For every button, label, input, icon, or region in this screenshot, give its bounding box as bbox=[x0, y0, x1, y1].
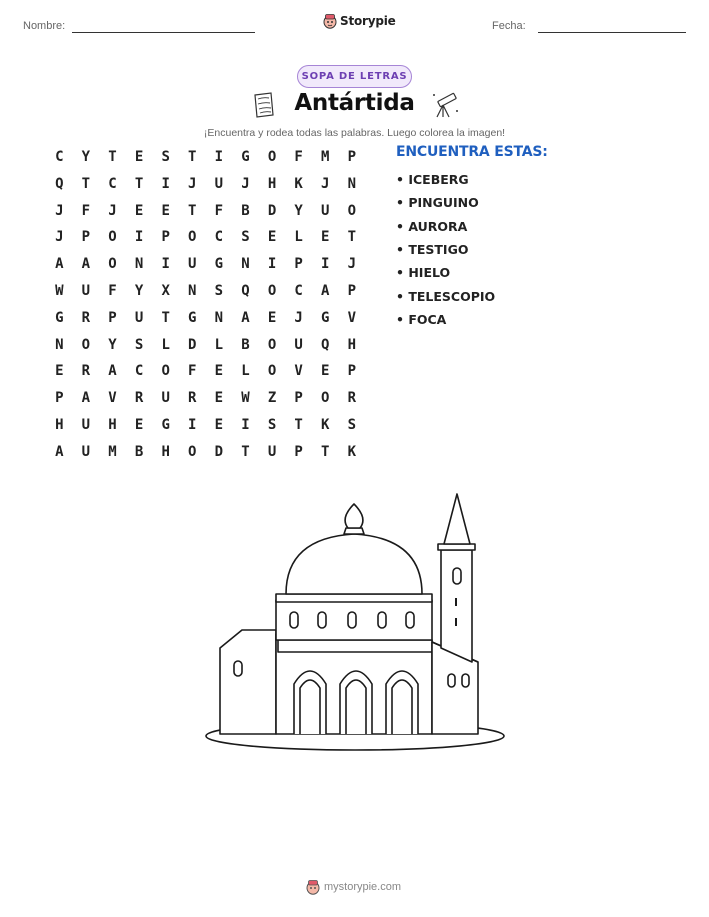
grid-cell[interactable]: I bbox=[241, 417, 250, 433]
grid-row bbox=[46, 149, 365, 169]
grid-cell[interactable]: Q bbox=[321, 336, 330, 353]
grid-cell[interactable]: R bbox=[134, 390, 144, 407]
grid-cell[interactable]: T bbox=[134, 175, 144, 192]
grid-cell[interactable]: P bbox=[108, 309, 117, 326]
grid-cell[interactable]: G bbox=[241, 149, 250, 165]
grid-cell[interactable]: O bbox=[188, 443, 197, 460]
page-title: Antártida bbox=[294, 90, 415, 116]
grid-cell[interactable]: A bbox=[55, 256, 64, 273]
grid-cell[interactable]: U bbox=[161, 390, 170, 407]
grid-cell[interactable]: O bbox=[108, 256, 117, 273]
telescope-icon bbox=[430, 91, 460, 119]
grid-cell[interactable]: R bbox=[347, 390, 357, 407]
grid-cell[interactable]: B bbox=[241, 202, 250, 219]
grid-row bbox=[46, 176, 365, 196]
grid-cell[interactable]: U bbox=[81, 443, 91, 460]
grid-cell[interactable]: T bbox=[347, 229, 357, 246]
grid-cell[interactable]: B bbox=[241, 336, 250, 353]
grid-cell[interactable]: N bbox=[134, 256, 144, 273]
grid-cell[interactable]: O bbox=[347, 202, 357, 219]
grid-cell[interactable]: T bbox=[108, 149, 117, 165]
grid-cell[interactable]: Y bbox=[294, 202, 303, 219]
grid-cell[interactable]: C bbox=[108, 175, 117, 192]
grid-cell[interactable]: I bbox=[214, 149, 224, 165]
grid-cell[interactable]: V bbox=[108, 390, 117, 407]
grid-cell[interactable]: M bbox=[108, 443, 117, 460]
grid-cell[interactable]: H bbox=[161, 443, 170, 460]
grid-cell[interactable]: P bbox=[294, 443, 303, 460]
grid-cell[interactable]: P bbox=[55, 390, 64, 407]
grid-row bbox=[46, 363, 365, 383]
grid-cell[interactable]: E bbox=[321, 363, 330, 380]
grid-cell[interactable]: T bbox=[81, 175, 91, 192]
grid-cell[interactable]: E bbox=[214, 363, 224, 380]
grid-cell[interactable]: G bbox=[214, 256, 224, 273]
name-line[interactable] bbox=[72, 32, 255, 33]
grid-cell[interactable]: J bbox=[241, 175, 250, 192]
mosque-coloring-illustration[interactable] bbox=[200, 488, 510, 760]
grid-cell[interactable]: G bbox=[55, 309, 64, 326]
grid-cell[interactable]: A bbox=[81, 256, 91, 273]
grid-cell[interactable]: Y bbox=[134, 283, 144, 299]
date-label: Fecha: bbox=[492, 20, 526, 32]
word-list-item: • AURORA bbox=[396, 218, 468, 234]
grid-cell[interactable]: Z bbox=[267, 390, 277, 407]
grid-cell[interactable]: I bbox=[267, 256, 277, 273]
grid-cell[interactable]: J bbox=[188, 175, 197, 192]
grid-cell[interactable]: P bbox=[81, 229, 91, 246]
grid-cell[interactable]: A bbox=[81, 390, 91, 407]
mosque-icon bbox=[206, 494, 504, 750]
grid-cell[interactable]: I bbox=[188, 417, 197, 433]
word-list-item: • HIELO bbox=[396, 265, 451, 281]
grid-cell[interactable]: R bbox=[188, 390, 197, 407]
word-list-item: • PINGUINO bbox=[396, 195, 479, 211]
grid-cell[interactable]: H bbox=[55, 417, 64, 433]
grid-cell[interactable]: F bbox=[108, 283, 117, 299]
grid-cell[interactable]: A bbox=[321, 283, 330, 299]
grid-cell[interactable]: A bbox=[241, 309, 250, 326]
grid-cell[interactable]: T bbox=[294, 417, 303, 433]
word-list-item: • ICEBERG bbox=[396, 172, 469, 187]
grid-cell[interactable]: I bbox=[134, 229, 144, 246]
grid-cell[interactable]: P bbox=[347, 149, 357, 165]
grid-cell[interactable]: E bbox=[134, 417, 144, 433]
grid-cell[interactable]: T bbox=[188, 149, 197, 165]
grid-cell[interactable]: C bbox=[134, 363, 144, 380]
grid-cell[interactable]: U bbox=[294, 336, 303, 353]
grid-cell[interactable]: U bbox=[321, 202, 330, 219]
grid-cell[interactable]: O bbox=[188, 229, 197, 246]
grid-cell[interactable]: J bbox=[321, 175, 330, 192]
grid-cell[interactable]: W bbox=[241, 390, 250, 407]
grid-row bbox=[46, 203, 365, 223]
grid-cell[interactable]: I bbox=[321, 256, 330, 273]
grid-cell[interactable]: O bbox=[161, 363, 170, 380]
grid-cell[interactable]: E bbox=[161, 202, 170, 219]
grid-cell[interactable]: G bbox=[161, 417, 170, 433]
grid-cell[interactable]: N bbox=[347, 175, 357, 192]
grid-cell[interactable]: R bbox=[81, 363, 91, 380]
grid-cell[interactable]: T bbox=[321, 443, 330, 460]
activity-badge: SOPA DE LETRAS bbox=[297, 65, 412, 88]
grid-cell[interactable]: P bbox=[347, 363, 357, 380]
grid-cell[interactable]: F bbox=[294, 149, 303, 165]
grid-cell[interactable]: J bbox=[55, 229, 64, 246]
grid-cell[interactable]: D bbox=[188, 336, 197, 353]
storypie-mascot-icon bbox=[306, 879, 320, 895]
grid-row bbox=[46, 390, 365, 410]
grid-cell[interactable]: V bbox=[347, 309, 357, 326]
grid-cell[interactable]: H bbox=[347, 336, 357, 353]
grid-cell[interactable]: K bbox=[321, 417, 330, 433]
grid-cell[interactable]: G bbox=[321, 309, 330, 326]
grid-cell[interactable]: P bbox=[294, 256, 303, 273]
grid-cell[interactable]: Q bbox=[241, 283, 250, 299]
grid-cell[interactable]: N bbox=[214, 309, 224, 326]
grid-cell[interactable]: S bbox=[214, 283, 224, 299]
grid-row bbox=[46, 283, 365, 303]
grid-cell[interactable]: I bbox=[161, 256, 170, 273]
grid-cell[interactable]: O bbox=[108, 229, 117, 246]
grid-cell[interactable]: E bbox=[321, 229, 330, 246]
grid-cell[interactable]: S bbox=[161, 149, 170, 165]
grid-cell[interactable]: G bbox=[188, 309, 197, 326]
grid-cell[interactable]: L bbox=[241, 363, 250, 380]
grid-cell[interactable]: P bbox=[347, 283, 357, 299]
brand-name: Storypie bbox=[340, 14, 396, 28]
grid-cell[interactable]: F bbox=[81, 202, 91, 219]
grid-cell[interactable]: T bbox=[241, 443, 250, 460]
grid-cell[interactable]: H bbox=[108, 417, 117, 433]
word-list-item: • TELESCOPIO bbox=[396, 288, 496, 304]
grid-cell[interactable]: O bbox=[81, 336, 91, 353]
grid-cell[interactable]: V bbox=[294, 363, 303, 380]
grid-cell[interactable]: W bbox=[55, 283, 64, 299]
grid-row bbox=[46, 417, 365, 437]
grid-cell[interactable]: E bbox=[55, 363, 64, 380]
grid-cell[interactable]: U bbox=[214, 175, 224, 192]
brand-logo bbox=[323, 13, 396, 29]
grid-cell[interactable]: O bbox=[267, 363, 277, 380]
grid-cell[interactable]: L bbox=[161, 336, 170, 353]
grid-cell[interactable]: E bbox=[267, 309, 277, 326]
grid-row bbox=[46, 310, 365, 330]
grid-cell[interactable]: Y bbox=[108, 336, 117, 353]
footer bbox=[306, 879, 401, 895]
storypie-mascot-icon bbox=[323, 13, 337, 29]
grid-cell[interactable]: C bbox=[294, 283, 303, 299]
grid-row bbox=[46, 256, 365, 276]
name-label: Nombre: bbox=[23, 20, 66, 32]
grid-cell[interactable]: R bbox=[81, 309, 91, 326]
grid-cell[interactable]: D bbox=[214, 443, 224, 460]
grid-row bbox=[46, 444, 365, 464]
grid-cell[interactable]: U bbox=[134, 309, 144, 326]
grid-cell[interactable]: A bbox=[55, 443, 64, 460]
grid-cell[interactable]: E bbox=[134, 149, 144, 165]
grid-cell[interactable]: H bbox=[267, 175, 277, 192]
grid-cell[interactable]: K bbox=[294, 175, 303, 192]
grid-cell[interactable]: I bbox=[161, 175, 170, 192]
grid-cell[interactable]: P bbox=[161, 229, 170, 246]
grid-cell[interactable]: K bbox=[347, 443, 357, 460]
grid-cell[interactable]: U bbox=[267, 443, 277, 460]
grid-cell[interactable]: T bbox=[188, 202, 197, 219]
grid-cell[interactable]: E bbox=[134, 202, 144, 219]
grid-cell[interactable]: M bbox=[321, 149, 330, 165]
grid-cell[interactable]: F bbox=[214, 202, 224, 219]
grid-cell[interactable]: J bbox=[108, 202, 117, 219]
grid-cell[interactable]: C bbox=[214, 229, 224, 246]
grid-cell[interactable]: U bbox=[81, 283, 91, 299]
grid-cell[interactable]: J bbox=[347, 256, 357, 273]
date-line[interactable] bbox=[538, 32, 686, 33]
grid-row bbox=[46, 337, 365, 357]
grid-cell[interactable]: O bbox=[267, 336, 277, 353]
grid-cell[interactable]: O bbox=[321, 390, 330, 407]
word-list-title: ENCUENTRA ESTAS: bbox=[396, 144, 548, 160]
grid-row bbox=[46, 229, 365, 249]
grid-cell[interactable]: J bbox=[55, 202, 64, 219]
word-list-item: • FOCA bbox=[396, 311, 447, 327]
grid-cell[interactable]: L bbox=[214, 336, 224, 353]
instructions: ¡Encuentra y rodea todas las palabras. Luego colorea la imagen! bbox=[203, 127, 506, 139]
grid-cell[interactable]: P bbox=[294, 390, 303, 407]
grid-cell[interactable]: S bbox=[241, 229, 250, 246]
grid-cell[interactable]: C bbox=[55, 149, 64, 165]
grid-cell[interactable]: U bbox=[188, 256, 197, 273]
grid-cell[interactable]: A bbox=[108, 363, 117, 380]
grid-cell[interactable]: T bbox=[161, 309, 170, 326]
grid-cell[interactable]: D bbox=[267, 202, 277, 219]
grid-cell[interactable]: S bbox=[134, 336, 144, 353]
word-list-item: • TESTIGO bbox=[396, 241, 469, 257]
grid-cell[interactable]: S bbox=[267, 417, 277, 433]
grid-cell[interactable]: O bbox=[267, 283, 277, 299]
grid-cell[interactable]: N bbox=[188, 283, 197, 299]
grid-cell[interactable]: L bbox=[294, 229, 303, 246]
grid-cell[interactable]: Y bbox=[81, 149, 91, 165]
grid-cell[interactable]: E bbox=[214, 417, 224, 433]
grid-cell[interactable]: N bbox=[241, 256, 250, 273]
grid-cell[interactable]: X bbox=[161, 283, 170, 299]
grid-cell[interactable]: E bbox=[214, 390, 224, 407]
grid-cell[interactable]: U bbox=[81, 417, 91, 433]
grid-cell[interactable]: O bbox=[267, 149, 277, 165]
grid-cell[interactable]: F bbox=[188, 363, 197, 380]
footer-site[interactable]: mystorypie.com bbox=[324, 881, 402, 893]
grid-cell[interactable]: E bbox=[267, 229, 277, 246]
grid-cell[interactable]: B bbox=[134, 443, 144, 460]
grid-cell[interactable]: S bbox=[347, 417, 357, 433]
grid-cell[interactable]: Q bbox=[55, 175, 64, 192]
grid-cell[interactable]: N bbox=[55, 336, 64, 353]
grid-cell[interactable]: J bbox=[294, 309, 303, 326]
